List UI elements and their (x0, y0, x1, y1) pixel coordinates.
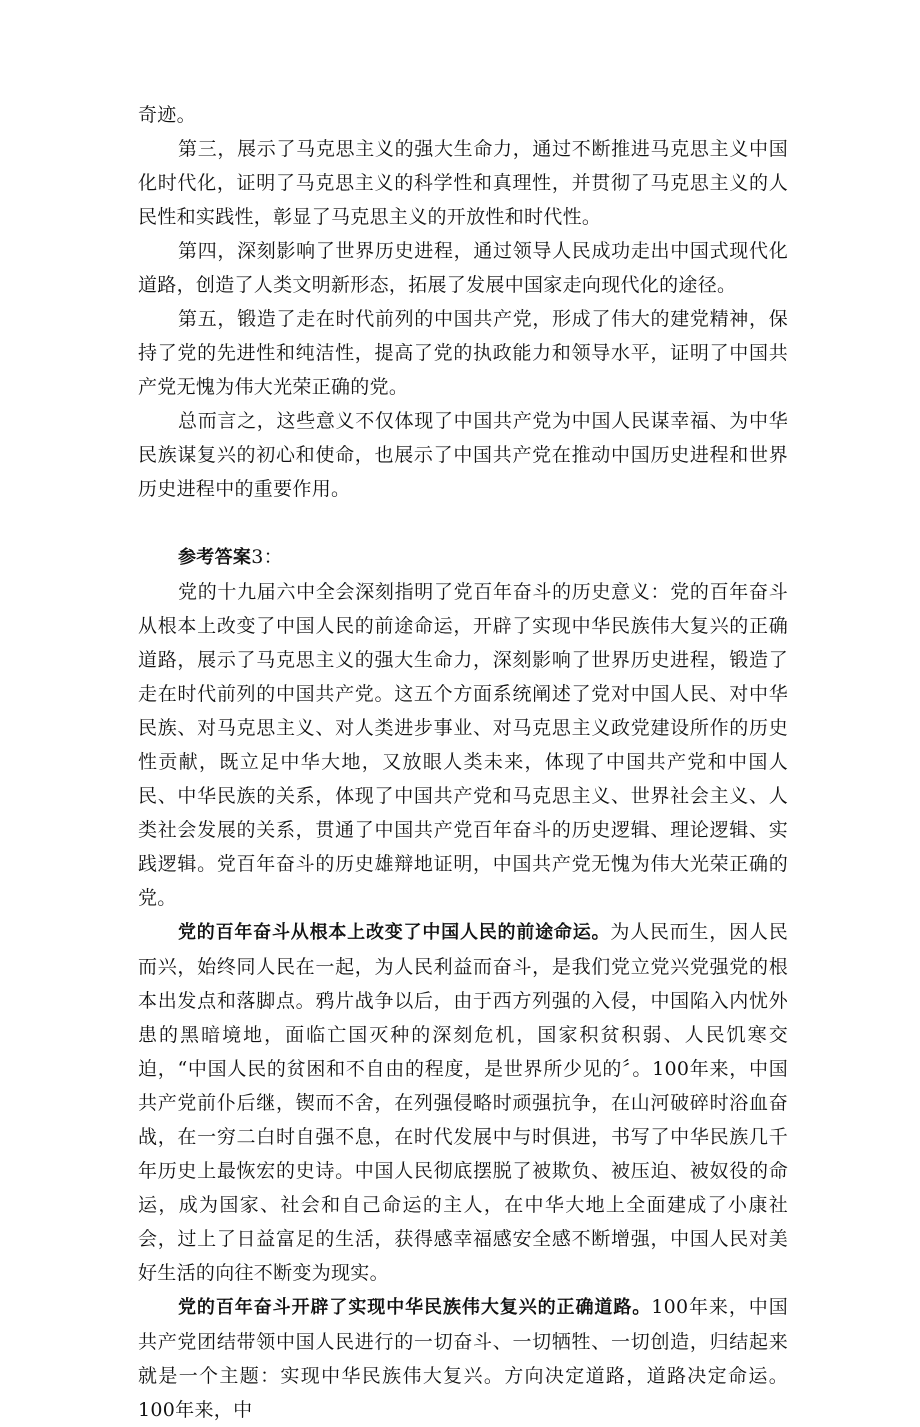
paragraph-fourth-point: 第四，深刻影响了世界历史进程，通过领导人民成功走出中国式现代化道路，创造了人类文明新形态，拓展了发展中国家走向现代化的途径。 (138, 240, 788, 296)
paragraph-fifth-point: 第五，锻造了走在时代前列的中国共产党，形成了伟大的建党精神，保持了党的先进性和纯洁性，提高了党的执政能力和领导水平，证明了中国共产党无愧为伟大光荣正确的党。 (138, 308, 788, 398)
paragraph-third-point: 第三，展示了马克思主义的强大生命力，通过不断推进马克思主义中国化时代化，证明了马克思主义的科学性和真理性，并贯彻了马克思主义的人民性和实践性，彰显了马克思主义的开放性和时代性。 (138, 138, 788, 228)
document-page (138, 98, 788, 1427)
answer-heading-number: 3： (251, 546, 283, 568)
point-two-body: 100年来，中国共产党团结带领中国人民进行的一切奋斗、一切牺牲、一切创造，归结起来就是一个主题：实现中华民族伟大复兴。方向决定道路，道路决定命运。100年来，中 (138, 1296, 788, 1421)
answer-heading (138, 540, 788, 575)
paragraph-fragment: 奇迹。 (138, 104, 196, 126)
blank-line (138, 506, 788, 540)
paragraph-point-one (138, 915, 788, 1290)
paragraph-answer-intro: 党的十九届六中全会深刻指明了党百年奋斗的历史意义：党的百年奋斗从根本上改变了中国人民的前途命运，开辟了实现中华民族伟大复兴的正确道路，展示了马克思主义的强大生命力，深刻影响了世界历史进程，锻造了走在时代前列的中国共产党。这五个方面系统阐述了党对中国人民、对中华民族、对马克思主义、对人类进步事业、对马克思主义政党建设所作的历史性贡献，既立足中华大地，又放眼人类未来，体现了中国共产党和中国人民、中华民族的关系，体现了中国共产党和马克思主义、世界社会主义、人类社会发展的关系，贯通了中国共产党百年奋斗的历史逻辑、理论逻辑、实践逻辑。党百年奋斗的历史雄辩地证明，中国共产党无愧为伟大光荣正确的党。 (138, 581, 788, 909)
point-one-body: 为人民而生，因人民而兴，始终同人民在一起，为人民利益而奋斗，是我们党立党兴党强党的根本出发点和落脚点。鸦片战争以后，由于西方列强的入侵，中国陷入内忧外患的黑暗境地，面临亡国灭种的深刻危机，国家积贫积弱、人民饥寒交迫，“中国人民的贫困和不自由的程度，是世界所少见的〞。100年来，中国共产党前仆后继，锲而不舍，在列强侵略时顽强抗争，在山河破碎时浴血奋战，在一穷二白时自强不息，在时代发展中与时俱进，书写了中华民族几千年历史上最恢宏的史诗。中国人民彻底摆脱了被欺负、被压迫、被奴役的命运，成为国家、社会和自己命运的主人，在中华大地上全面建成了小康社会，过上了日益富足的生活，获得感幸福感安全感不断增强，中国人民对美好生活的向往不断变为现实。 (138, 921, 789, 1284)
point-one-lead: 党的百年奋斗从根本上改变了中国人民的前途命运。 (178, 922, 611, 943)
paragraph-summary: 总而言之，这些意义不仅体现了中国共产党为中国人民谋幸福、为中华民族谋复兴的初心和使命，也展示了中国共产党在推动中国历史进程和世界历史进程中的重要作用。 (138, 410, 788, 500)
paragraph-point-two (138, 1290, 788, 1427)
answer-heading-text: 参考答案 (178, 547, 252, 568)
point-two-lead: 党的百年奋斗开辟了实现中华民族伟大复兴的正确道路。 (178, 1297, 652, 1318)
